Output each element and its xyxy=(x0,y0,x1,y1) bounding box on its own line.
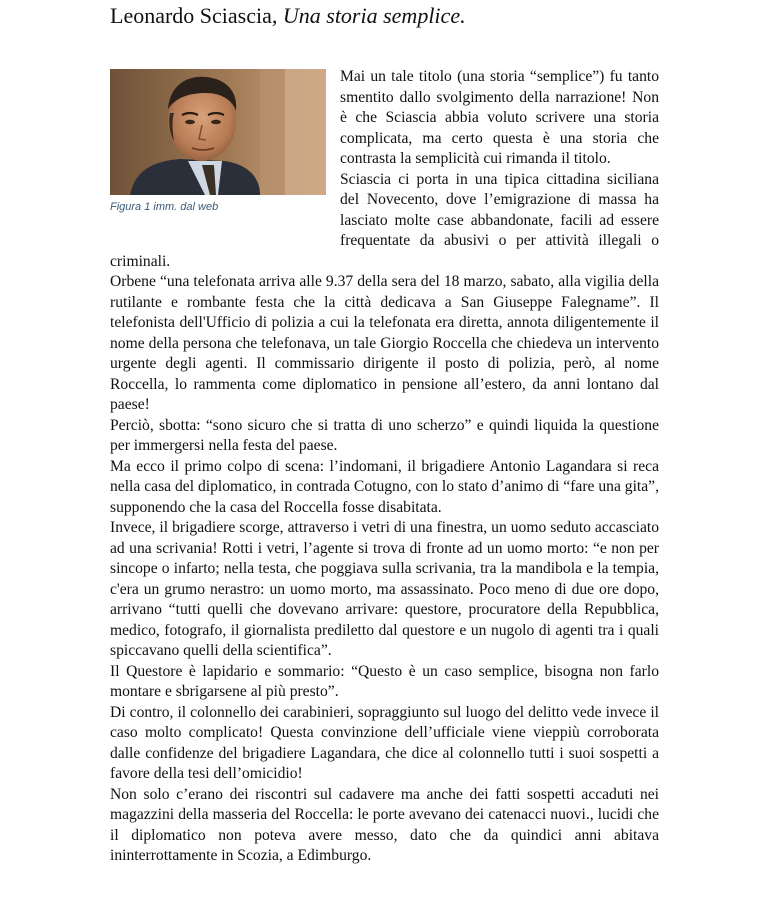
figure-caption: Figura 1 imm. dal web xyxy=(110,201,219,213)
paragraph-1: Mai un tale titolo (una storia “semplice”) fu tanto smentito dallo svolgimento della narrazione! Non è che Sciascia abbia voluto scrivere una storia complicata, ma certo questa è una storia che contrasta la semplicità cui rimanda il titolo. xyxy=(340,68,659,167)
paragraph-5: Ma ecco il primo colpo di scena: l’indomani, il brigadiere Antonio Lagandara si reca nella casa del diplomatico, in contrada Cotugno, con lo stato d’animo di “fare una gita”, supponendo che la casa del Roccella fosse disabitata. xyxy=(110,457,659,516)
paragraph-4: Perciò, sbotta: “sono sicuro che si tratta di uno scherzo” e quindi liquida la questione per immergersi nella festa del paese. xyxy=(110,416,659,454)
paragraph-3: Orbene “una telefonata arriva alle 9.37 della sera del 18 marzo, sabato, alla vigilia della rutilante e rombante festa che la città dedicava a San Giuseppe Falegname”. Il telefonista dell'Ufficio di polizia a cui la telefonata era diretta, annota diligentemente il nome della persona che telefonava, un tale Giorgio Roccella che chiedeva un intervento urgente degli agenti. Il commissario dirigente il posto di polizia, però, al nome Roccella, lo rammenta come diplomatico in pensione all’estero, da anni lontano dal paese! xyxy=(110,273,659,413)
paragraph-9: Non solo c’erano dei riscontri sul cadavere ma anche dei fatti sospetti accaduti nei magazzini della masseria del Roccella: le porte avevano dei catenacci nuovi., lucidi che il diplomatico non poteva avere messo, dato che da quindici anni abitava ininterrottamente in Scozia, a Edimburgo. xyxy=(110,785,659,864)
paragraph-2: Sciascia ci porta in una tipica cittadina siciliana del Novecento, dove l’emigrazione di massa ha lasciato molte case abbandonate, facili ad essere frequentate da abusivi o per attività illegali o criminali. xyxy=(110,170,659,270)
title-book: Una storia semplice. xyxy=(282,3,466,28)
figure-spacer xyxy=(110,67,340,237)
title-author: Leonardo Sciascia, xyxy=(110,3,278,28)
page-title xyxy=(110,2,466,30)
paragraph-6: Invece, il brigadiere scorge, attraverso i vetri di una finestra, un uomo seduto accasciato ad una scrivania! Rotti i vetri, l’agente si trova di fronte ad un uomo morto: “e non per sincope o infarto; nella testa, che poggiava sulla scrivania, tra la mandibola e la tempia, c'era un grumo nerastro: un uomo morto, ma assassinato. Poco meno di due ore dopo, arrivano “tutti quelli che dovevano arrivare: questore, procuratore della Repubblica, medico, fotografo, il giornalista prediletto dal questore e un nugolo di agenti tra i quali spiccavano quelli della scientifica”. xyxy=(110,519,659,659)
article-body xyxy=(110,67,659,867)
paragraph-8: Di contro, il colonnello dei carabinieri, sopraggiunto sul luogo del delitto vede invece il caso molto complicato! Questa convinzione dell’ufficiale viene vieppiù corroborata dalle confidenze del brigadiere Lagandara, che dice al colonnello tutti i suoi sospetti a favore della tesi dell’omicidio! xyxy=(110,703,659,782)
paragraph-7: Il Questore è lapidario e sommario: “Questo è un caso semplice, bisogna non farlo montare e sbrigarsene al più presto”. xyxy=(110,662,659,700)
